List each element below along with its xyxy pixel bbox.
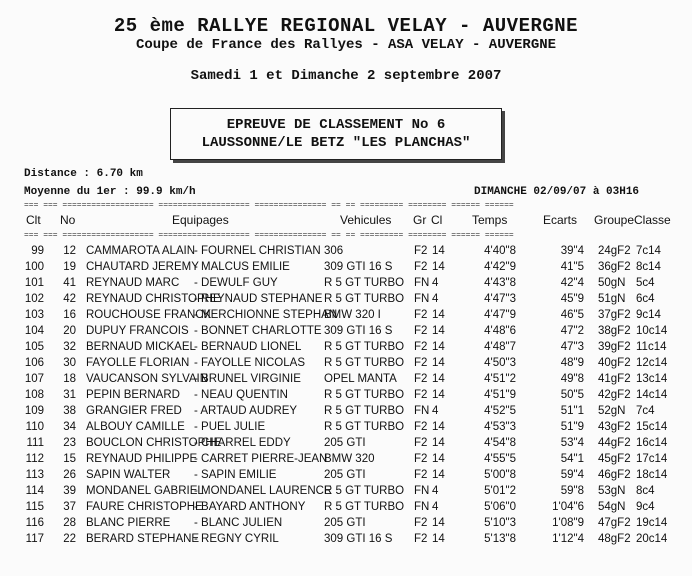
class-rank: 15c14 [636,421,668,433]
group-rank: 38gF2 [598,325,631,337]
vehicle-model: R 5 GT TURBO [324,357,405,369]
table-row [0,261,692,277]
car-number: 22 [63,533,76,545]
time-gap: 47"2 [560,325,584,337]
col-header-classe: Classe [634,213,671,227]
vehicle-model: 306 [324,245,344,257]
class-code: 14 [432,245,445,257]
col-header-gr: Gr [413,213,427,227]
car-number: 12 [63,245,76,257]
time-gap: 51"9 [560,421,584,433]
time-gap: 54"1 [560,453,584,465]
class-code: 14 [432,309,445,321]
codriver-name: - MERCHIONNE STEPHAN [194,309,338,321]
group-rank: 45gF2 [598,453,631,465]
table-row [0,485,692,501]
group-rank: 39gF2 [598,341,631,353]
group-code: F2 [414,357,428,369]
driver-name: ROUCHOUSE FRANCK [86,309,212,321]
stage-time: 4'51"2 [484,373,516,385]
table-row [0,373,692,389]
time-gap: 49"8 [560,373,584,385]
driver-name: BERNAUD MICKAEL [86,341,196,353]
class-rank: 8c4 [636,485,655,497]
results-table [0,245,692,549]
class-rank: 11c14 [636,341,667,353]
codriver-name: - BLANC JULIEN [194,517,283,529]
table-row [0,277,692,293]
rank: 109 [24,405,44,417]
car-number: 18 [63,373,76,385]
car-number: 20 [63,325,76,337]
stage-time: 4'42"9 [484,261,516,273]
rank: 108 [24,389,44,401]
rank: 103 [24,309,44,321]
group-code: F2 [414,325,428,337]
class-code: 14 [432,421,445,433]
class-code: 14 [432,389,445,401]
stage-time: 5'06"0 [484,501,516,513]
group-rank: 48gF2 [598,533,631,545]
group-rank: 24gF2 [598,245,631,257]
class-rank: 7c14 [636,245,661,257]
car-number: 39 [63,485,76,497]
stage-name: LAUSSONNE/LE BETZ "LES PLANCHAS" [201,135,471,151]
table-row [0,517,692,533]
rank: 100 [24,261,44,273]
driver-name: CHAUTARD JEREMY [86,261,199,273]
group-rank: 46gF2 [598,469,631,481]
group-rank: 54gN [598,501,626,513]
class-rank: 7c4 [636,405,655,417]
driver-name: REYNAUD CHRISTOPHE [86,293,221,305]
vehicle-model: R 5 GT TURBO [324,421,405,433]
class-rank: 13c14 [636,373,668,385]
group-rank: 42gF2 [598,389,631,401]
time-gap: 41"5 [560,261,584,273]
group-rank: 47gF2 [598,517,631,529]
event-dates: Samedi 1 et Dimanche 2 septembre 2007 [190,68,502,84]
col-header-clt: Clt [26,213,41,227]
vehicle-model: 309 GTI 16 S [324,533,393,545]
class-rank: 9c4 [636,501,655,513]
rank: 111 [26,437,44,449]
car-number: 42 [63,293,76,305]
codriver-name: - FOURNEL CHRISTIAN [194,245,321,257]
codriver-name: - REYNAUD STEPHANE [194,293,323,305]
codriver-name: - MALCUS EMILIE [194,261,290,273]
table-row [0,293,692,309]
vehicle-model: R 5 GT TURBO [324,341,405,353]
table-row [0,421,692,437]
vehicle-model: 309 GTI 16 S [324,261,393,273]
stage-time: 4'50"3 [484,357,516,369]
vehicle-model: R 5 GT TURBO [324,293,405,305]
class-rank: 10c14 [636,325,668,337]
stage-box [170,108,502,160]
group-rank: 36gF2 [598,261,631,273]
rank: 106 [24,357,44,369]
car-number: 32 [63,341,76,353]
car-number: 41 [63,277,76,289]
time-gap: 53"4 [560,437,584,449]
class-code: 14 [432,341,445,353]
group-code: F2 [414,309,428,321]
class-code: 4 [432,293,439,305]
class-rank: 8c14 [636,261,661,273]
car-number: 23 [63,437,76,449]
class-rank: 18c14 [636,469,668,481]
group-rank: 44gF2 [598,437,631,449]
car-number: 19 [63,261,76,273]
stage-time: 4'55"5 [484,453,516,465]
driver-name: FAYOLLE FLORIAN [86,357,190,369]
results-timestamp: DIMANCHE 02/09/07 à 03H16 [474,186,640,198]
group-rank: 37gF2 [598,309,631,321]
rank: 116 [25,517,44,529]
driver-name: BOUCLON CHRISTOPHE [86,437,222,449]
vehicle-model: R 5 GT TURBO [324,389,405,401]
stage-time: 5'13"8 [484,533,516,545]
time-gap: 1'08"9 [552,517,584,529]
class-code: 4 [432,501,439,513]
driver-name: DUPUY FRANCOIS [86,325,189,337]
driver-name: BERARD STEPHANE [86,533,200,545]
time-gap: 45"9 [560,293,584,305]
codriver-name: - BAYARD ANTHONY [194,501,306,513]
group-code: FN [414,277,430,289]
class-rank: 19c14 [636,517,668,529]
event-title: 25 ème RALLYE REGIONAL VELAY - AUVERGNE [113,15,579,37]
class-code: 14 [432,533,445,545]
time-gap: 59"4 [560,469,584,481]
time-gap: 42"4 [560,277,584,289]
group-code: F2 [414,437,428,449]
table-row [0,533,692,549]
group-rank: 53gN [598,485,626,497]
codriver-name: - CHARREL EDDY [194,437,291,449]
codriver-name: - CARRET PIERRE-JEAN [194,453,328,465]
driver-name: GRANGIER FRED [86,405,182,417]
stage-time: 4'51"9 [484,389,516,401]
class-rank: 14c14 [636,389,668,401]
vehicle-model: BMW 320 I [324,309,381,321]
time-gap: 39"4 [560,245,584,257]
group-code: FN [414,293,430,305]
class-code: 14 [432,373,445,385]
vehicle-model: R 5 GT TURBO [324,277,405,289]
group-code: F2 [414,341,428,353]
vehicle-model: R 5 GT TURBO [324,485,405,497]
driver-name: VAUCANSON SYLVAIN [86,373,209,385]
vehicle-model: 205 GTI [324,517,366,529]
driver-name: MONDANEL GABRIEL [86,485,204,497]
stage-time: 4'43"8 [484,277,516,289]
col-header-temps: Temps [472,213,508,227]
rank: 117 [25,533,44,545]
driver-name: CAMMAROTA ALAIN [86,245,196,257]
group-code: F2 [414,373,428,385]
driver-name: REYNAUD PHILIPPE [86,453,198,465]
driver-name: SAPIN WALTER [86,469,171,481]
stage-time: 5'01"2 [484,485,516,497]
group-rank: 41gF2 [598,373,631,385]
col-header-cl: Cl [431,213,443,227]
separator-bottom: === === =================== =================== =============== == == ========= ======== ====== ====== [24,231,514,240]
codriver-name: - BRUNEL VIRGINIE [194,373,301,385]
group-code: FN [414,485,430,497]
group-code: F2 [414,469,428,481]
group-rank: 52gN [598,405,626,417]
time-gap: 51"1 [560,405,584,417]
car-number: 34 [63,421,76,433]
class-code: 4 [432,485,439,497]
col-header-ecarts: Ecarts [543,213,578,227]
rank: 99 [31,245,44,257]
rank: 114 [25,485,44,497]
group-code: F2 [414,453,428,465]
codriver-name: - MONDANEL LAURENCE [194,485,332,497]
table-row [0,405,692,421]
vehicle-model: BMW 320 [324,453,375,465]
table-row [0,389,692,405]
vehicle-model: R 5 GT TURBO [324,501,405,513]
stage-time: 4'53"3 [484,421,516,433]
class-code: 14 [432,325,445,337]
codriver-name: - REGNY CYRIL [194,533,279,545]
group-code: F2 [414,389,428,401]
col-header-vehicules: Vehicules [340,213,392,227]
rank: 104 [24,325,44,337]
vehicle-model: R 5 GT TURBO [324,405,405,417]
car-number: 15 [63,453,76,465]
car-number: 30 [63,357,76,369]
stage-time: 4'47"9 [484,309,516,321]
table-row [0,341,692,357]
rank: 102 [24,293,44,305]
table-row [0,469,692,485]
winner-average: Moyenne du 1er : 99.9 km/h [24,186,196,198]
group-code: F2 [414,517,428,529]
table-row [0,245,692,261]
stage-time: 4'48"7 [484,341,516,353]
table-row [0,309,692,325]
separator-top: === === =================== =================== =============== == == ========= ======== ====== ====== [24,201,514,210]
stage-time: 4'48"6 [484,325,516,337]
group-rank: 40gF2 [598,357,631,369]
event-subtitle: Coupe de France des Rallyes - ASA VELAY - AUVERGNE [135,37,557,53]
driver-name: ALBOUY CAMILLE [86,421,185,433]
class-code: 14 [432,453,445,465]
car-number: 38 [63,405,76,417]
stage-time: 4'54"8 [484,437,516,449]
rank: 115 [25,501,44,513]
stage-time: 5'00"8 [484,469,516,481]
class-code: 4 [432,405,439,417]
vehicle-model: 205 GTI [324,469,366,481]
rank: 107 [24,373,44,385]
time-gap: 50"5 [560,389,584,401]
stage-time: 4'52"5 [484,405,516,417]
stage-time: 4'40"8 [484,245,516,257]
time-gap: 59"8 [560,485,584,497]
rank: 110 [25,421,44,433]
rank: 112 [25,453,44,465]
group-code: F2 [414,421,428,433]
group-rank: 51gN [598,293,626,305]
driver-name: FAURE CHRISTOPHE [86,501,203,513]
group-rank: 43gF2 [598,421,631,433]
class-code: 14 [432,437,445,449]
vehicle-model: 309 GTI 16 S [324,325,393,337]
class-code: 14 [432,469,445,481]
stage-title: EPREUVE DE CLASSEMENT No 6 [226,117,446,133]
group-rank: 50gN [598,277,626,289]
driver-name: PEPIN BERNARD [86,389,180,401]
time-gap: 1'04"6 [552,501,584,513]
class-rank: 20c14 [636,533,668,545]
driver-name: REYNAUD MARC [86,277,180,289]
stage-distance: Distance : 6.70 km [24,168,143,180]
table-row [0,501,692,517]
col-header-groupe: Groupe [594,213,635,227]
class-code: 14 [432,517,445,529]
time-gap: 1'12"4 [552,533,584,545]
class-rank: 17c14 [636,453,668,465]
codriver-name: - ARTAUD AUDREY [194,405,298,417]
car-number: 37 [63,501,76,513]
car-number: 16 [63,309,76,321]
col-header-equipages: Equipages [172,213,229,227]
driver-name: BLANC PIERRE [86,517,171,529]
class-code: 14 [432,357,445,369]
table-row [0,453,692,469]
time-gap: 47"3 [560,341,584,353]
class-code: 4 [432,277,439,289]
table-row [0,325,692,341]
group-code: F2 [414,245,428,257]
rank: 113 [25,469,44,481]
col-header-no: No [60,213,76,227]
car-number: 28 [63,517,76,529]
car-number: 31 [63,389,76,401]
group-code: FN [414,405,430,417]
codriver-name: - BERNAUD LIONEL [194,341,302,353]
stage-time: 5'10"3 [484,517,516,529]
group-code: FN [414,501,430,513]
class-rank: 12c14 [636,357,668,369]
stage-time: 4'47"3 [484,293,516,305]
codriver-name: - PUEL JULIE [194,421,266,433]
codriver-name: - SAPIN EMILIE [194,469,277,481]
group-code: F2 [414,261,428,273]
vehicle-model: OPEL MANTA [324,373,397,385]
rank: 101 [24,277,44,289]
time-gap: 46"5 [560,309,584,321]
class-rank: 6c4 [636,293,655,305]
class-rank: 9c14 [636,309,661,321]
codriver-name: - NEAU QUENTIN [194,389,288,401]
rank: 105 [24,341,44,353]
group-code: F2 [414,533,428,545]
table-row [0,357,692,373]
vehicle-model: 205 GTI [324,437,366,449]
codriver-name: - FAYOLLE NICOLAS [194,357,305,369]
car-number: 26 [63,469,76,481]
class-rank: 16c14 [636,437,668,449]
class-rank: 5c4 [636,277,655,289]
codriver-name: - DEWULF GUY [194,277,278,289]
table-row [0,437,692,453]
class-code: 14 [432,261,445,273]
codriver-name: - BONNET CHARLOTTE [194,325,322,337]
time-gap: 48"9 [560,357,584,369]
